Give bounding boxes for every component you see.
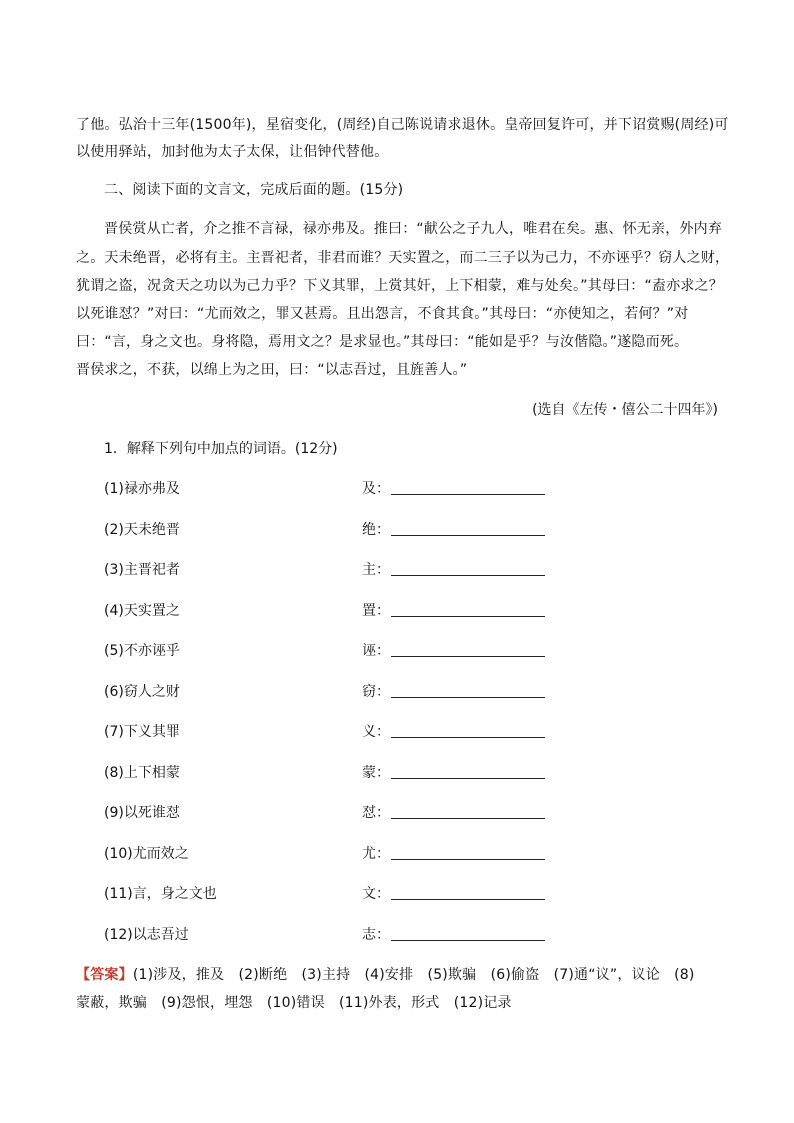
passage-line-4: 以死谁怼？”对曰：“尤而效之，罪又甚焉。且出怨言，不食其食。”其母曰：“亦使知之，若何？”对 [76,306,689,322]
intro-line-2: 以使用驿站，加封他为太子太保，让佀钟代替他。 [76,144,389,160]
question-item-6 [104,682,564,704]
question-item-11 [104,884,564,906]
answer-blank[interactable] [391,899,545,900]
item-key-word: 怼： [362,805,390,821]
answer-blank[interactable] [391,859,545,860]
question-item-7 [104,722,564,744]
item-phrase: (2)天未绝晋 [104,522,180,538]
item-phrase: (12)以志吾过 [104,927,189,943]
item-key-word: 主： [362,562,390,578]
answer-blank[interactable] [391,616,545,617]
answer-blank[interactable] [391,575,545,576]
item-key-word: 绝： [362,522,390,538]
item-key-word: 志： [362,927,390,943]
item-key-word: 义： [362,724,390,740]
question-item-5 [104,641,564,663]
item-key-word: 诬： [362,643,390,659]
answer-blank[interactable] [391,697,545,698]
intro-line-1: 了他。弘治十三年(1500年)，星宿变化，(周经)自己陈说请求退休。皇帝回复许可，并下诏赏赐(周经)可 [76,117,729,133]
item-phrase: (7)下义其罪 [104,724,180,740]
question-item-2 [104,520,564,542]
question-title: 1．解释下列句中加点的词语。(12分) [104,441,338,457]
item-phrase: (6)窃人之财 [104,684,180,700]
item-key-word: 文： [362,886,390,902]
passage-line-5: 曰：“言，身之文也。身将隐，焉用文之？是求显也。”其母曰：“能如是乎？与汝偕隐。”遂隐而死。 [76,334,689,350]
item-key-word: 蒙： [362,765,390,781]
passage-line-3: 犹谓之盗，况贪天之功以为己力乎？下义其罪，上赏其奸，上下相蒙，难与处矣。”其母曰：“盍亦求之？ [76,278,723,294]
item-key-word: 尤： [362,846,390,862]
answer-blank[interactable] [391,818,545,819]
question-item-10 [104,844,564,866]
question-item-4 [104,601,564,623]
answer-tag: 【答案】 [76,967,133,983]
item-key-word: 置： [362,603,390,619]
item-phrase: (10)尤而效之 [104,846,189,862]
answer-line-2: 蒙蔽，欺骗 (9)怨恨，埋怨 (10)错误 (11)外表，形式 (12)记录 [76,995,512,1011]
question-item-8 [104,763,564,785]
answer-blank[interactable] [391,940,545,941]
answer-blank[interactable] [391,737,545,738]
item-key-word: 窃： [362,684,390,700]
passage-line-1: 晋侯赏从亡者，介之推不言禄，禄亦弗及。推曰：“献公之子九人，唯君在矣。惠、怀无亲，外内弃 [104,221,723,237]
question-item-12 [104,925,564,947]
item-phrase: (4)天实置之 [104,603,180,619]
answer-text-1: (1)涉及，推及 (2)断绝 (3)主持 (4)安排 (5)欺骗 (6)偷盗 (7)通“议”，议论 (8) [132,967,695,983]
question-item-1 [104,479,564,501]
item-phrase: (9)以死谁怼 [104,805,180,821]
answer-blank[interactable] [391,656,545,657]
section-heading: 二、阅读下面的文言文，完成后面的题。(15分) [104,182,404,198]
answer-blank[interactable] [391,778,545,779]
passage-source: (选自《左传・僖公二十四年》) [532,402,718,418]
answer-line-1 [76,965,718,985]
question-item-9 [104,803,564,825]
item-phrase: (1)禄亦弗及 [104,481,180,497]
passage-line-2: 之。天未绝晋，必将有主。主晋祀者，非君而谁？天实置之，而二三子以为己力，不亦诬乎？窃人之财， [76,250,730,266]
item-key-word: 及： [362,481,390,497]
passage-line-6: 晋侯求之，不获，以绵上为之田，曰：“以志吾过，且旌善人。” [76,362,468,378]
item-phrase: (8)上下相蒙 [104,765,180,781]
item-phrase: (3)主晋祀者 [104,562,180,578]
question-item-3 [104,560,564,582]
answer-blank[interactable] [391,535,545,536]
item-phrase: (5)不亦诬乎 [104,643,180,659]
answer-blank[interactable] [391,494,545,495]
item-phrase: (11)言，身之文也 [104,886,217,902]
